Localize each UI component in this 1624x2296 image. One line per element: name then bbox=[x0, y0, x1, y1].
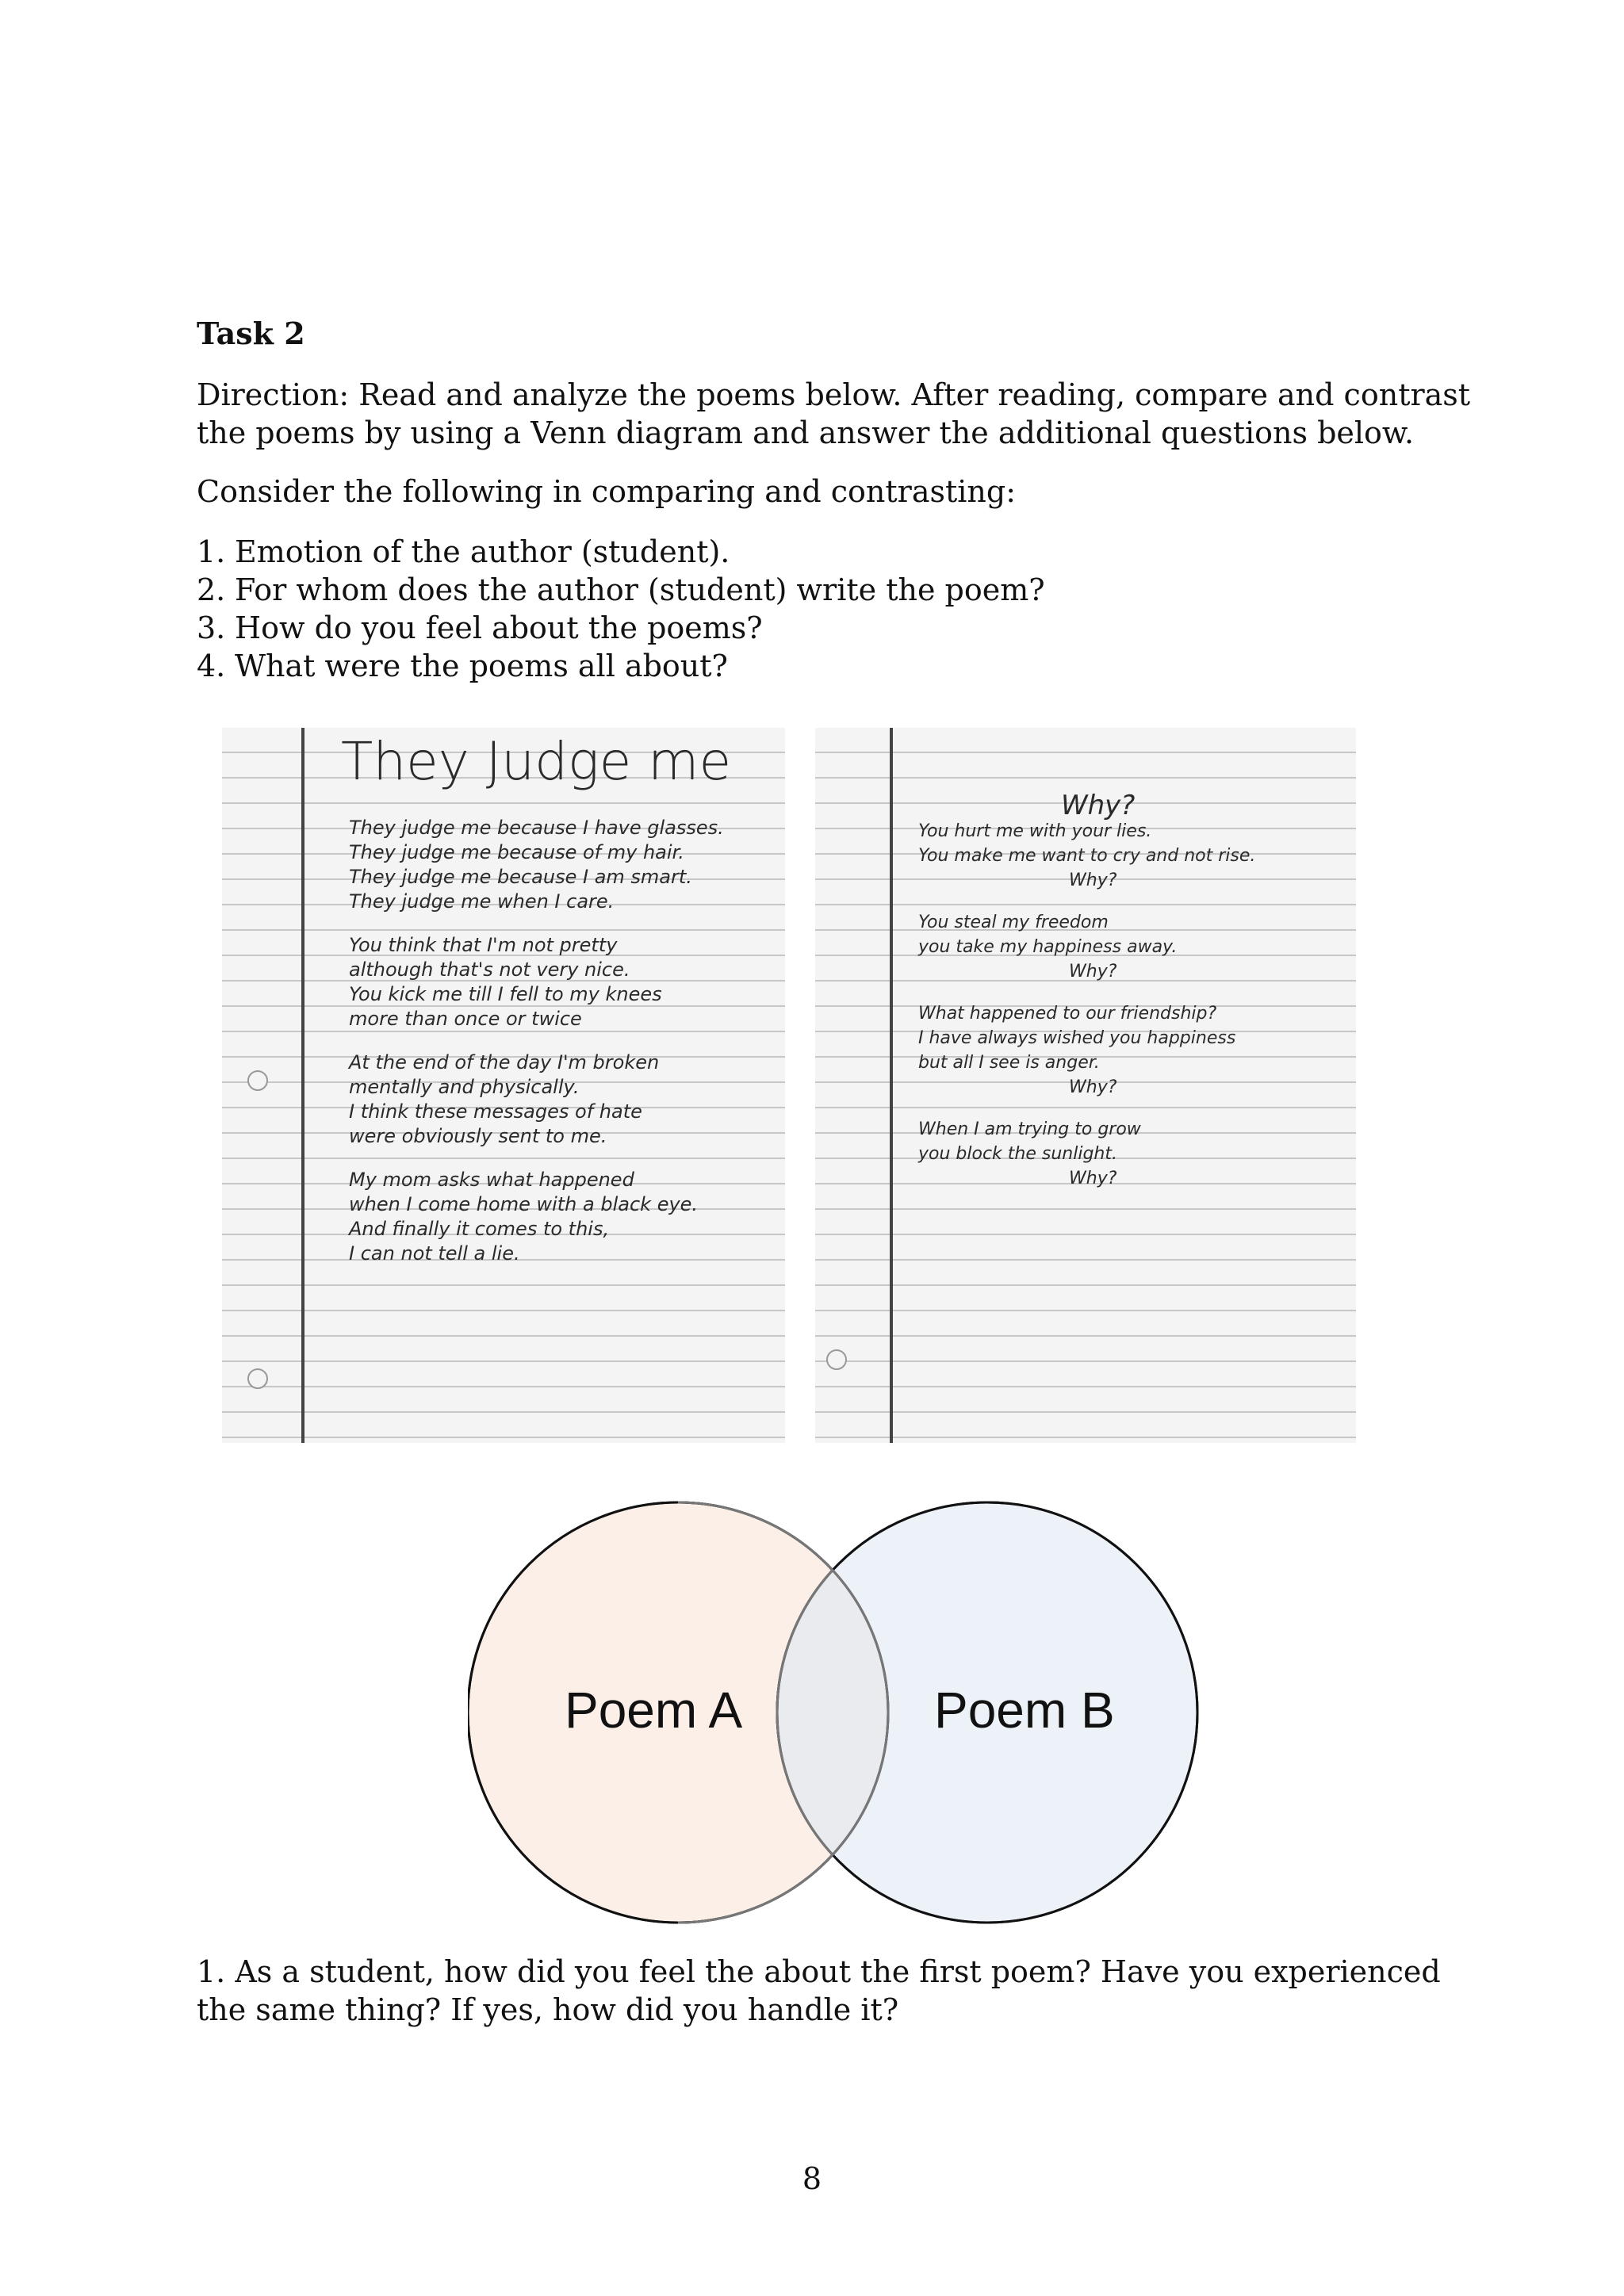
poem-line: I think these messages of hate bbox=[349, 1100, 642, 1123]
venn-label-poem-b: Poem B bbox=[934, 1682, 1115, 1739]
task-heading: Task 2 bbox=[197, 316, 305, 351]
poem-line: And finally it comes to this, bbox=[349, 1218, 610, 1240]
poem-line: You think that I'm not pretty bbox=[349, 934, 618, 956]
criteria-item: 2. For whom does the author (student) write the poem? bbox=[197, 572, 1045, 607]
poem-line: Why? bbox=[1069, 962, 1117, 982]
poem-line: when I come home with a black eye. bbox=[349, 1193, 699, 1215]
poem-b-title: Why? bbox=[1061, 790, 1136, 821]
criteria-item: 1. Emotion of the author (student). bbox=[197, 534, 730, 569]
poem-line: mentally and physically. bbox=[349, 1076, 580, 1098]
poem-line: At the end of the day I'm broken bbox=[349, 1051, 660, 1073]
poem-line: They judge me because of my hair. bbox=[349, 841, 684, 863]
poem-a-title: They Judge me bbox=[341, 731, 732, 792]
poem-line: They judge me when I care. bbox=[349, 890, 615, 913]
question-1: 1. As a student, how did you feel the about the first poem? Have you experienced the same thing? If yes, how did you handle it? bbox=[197, 1954, 1441, 2027]
venn-diagram bbox=[468, 1498, 1205, 1927]
poem-line: You hurt me with your lies. bbox=[918, 821, 1152, 841]
margin-line bbox=[301, 728, 304, 1443]
page-number: 8 bbox=[802, 2161, 822, 2196]
poem-line: you block the sunlight. bbox=[918, 1144, 1117, 1164]
consider-text: Consider the following in comparing and contrasting: bbox=[197, 474, 1016, 509]
poem-line: Why? bbox=[1069, 1169, 1117, 1188]
poem-line: Why? bbox=[1069, 1077, 1117, 1097]
poem-line: although that's not very nice. bbox=[349, 959, 630, 981]
poem-a-image bbox=[222, 728, 785, 1443]
poem-line: I can not tell a lie. bbox=[349, 1242, 520, 1265]
poem-line: but all I see is anger. bbox=[918, 1053, 1100, 1073]
poem-line: They judge me because I have glasses. bbox=[349, 817, 724, 839]
direction-text: Direction: Read and analyze the poems below. After reading, compare and contrast the poems by using a Venn diagram and answer the additional questions below. bbox=[197, 377, 1471, 450]
venn-label-poem-a: Poem A bbox=[565, 1682, 743, 1739]
binder-hole bbox=[247, 1070, 268, 1091]
margin-line bbox=[890, 728, 893, 1443]
poem-line: You steal my freedom bbox=[918, 913, 1109, 932]
criteria-item: 4. What were the poems all about? bbox=[197, 649, 728, 683]
poem-line: They judge me because I am smart. bbox=[349, 866, 692, 888]
poem-line: I have always wished you happiness bbox=[918, 1028, 1236, 1048]
poem-line: You make me want to cry and not rise. bbox=[918, 846, 1256, 866]
criteria-item: 3. How do you feel about the poems? bbox=[197, 610, 763, 645]
poem-line: Why? bbox=[1069, 871, 1117, 890]
poem-line: You kick me till I fell to my knees bbox=[349, 983, 662, 1005]
binder-hole bbox=[826, 1349, 847, 1370]
criteria-list bbox=[197, 533, 1045, 685]
poem-line: more than once or twice bbox=[349, 1008, 582, 1030]
poem-line: What happened to our friendship? bbox=[918, 1004, 1217, 1024]
binder-hole bbox=[247, 1368, 268, 1389]
poem-line: were obviously sent to me. bbox=[349, 1125, 607, 1147]
poem-line: My mom asks what happened bbox=[349, 1169, 634, 1191]
poem-line: When I am trying to grow bbox=[918, 1119, 1141, 1139]
poem-line: you take my happiness away. bbox=[918, 937, 1178, 957]
poem-b-image bbox=[815, 728, 1356, 1443]
